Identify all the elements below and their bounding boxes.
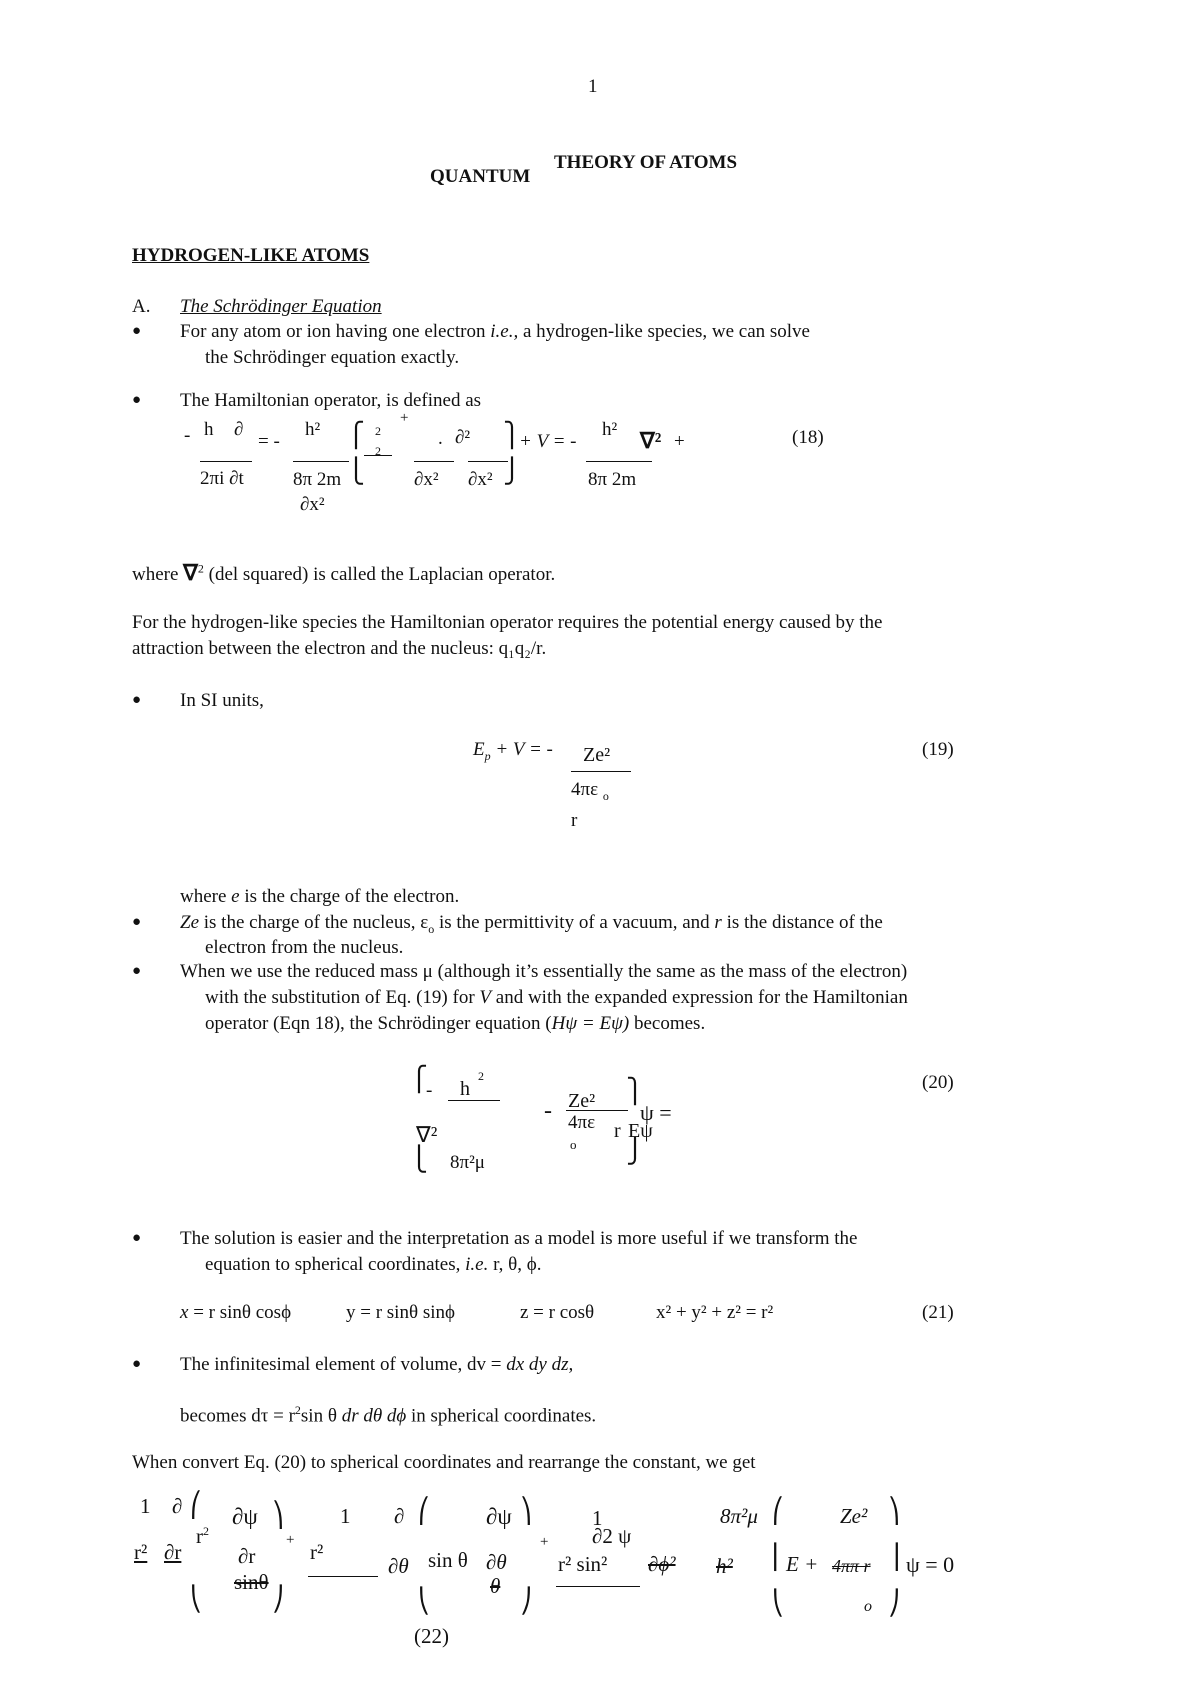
bullet-text: For any atom or ion having one electron i.e., a hydrogen-like species, we can solve — [180, 321, 810, 342]
bullet-icon: ● — [132, 392, 142, 408]
page-number: 1 — [588, 76, 598, 97]
bullet-icon: ● — [132, 692, 142, 708]
charge-sentence: where e is the charge of the electron. — [180, 886, 460, 907]
bullet-text: The solution is easier and the interpretation as a model is more useful if we transform the — [180, 1228, 858, 1249]
title-part-quantum: QUANTUM — [430, 166, 531, 187]
bullet-text: When we use the reduced mass μ (although it’s essentially the same as the mass of the electron) — [180, 961, 908, 982]
subsection-label: A. — [132, 296, 151, 317]
bullet-text-cont: the Schrödinger equation exactly. — [205, 347, 460, 368]
laplacian-sentence: where ∇$^2$ (del squared) is called the Laplacian operator. — [132, 560, 556, 585]
potential-paragraph-line2: attraction between the electron and the nucleus: q₁q₂/r. — [132, 638, 547, 659]
bullet-text: The Hamiltonian operator, is defined as — [180, 390, 482, 411]
equation-number: (21) — [922, 1302, 954, 1323]
section-heading: HYDROGEN-LIKE ATOMS — [132, 245, 370, 266]
subsection-title: The Schrödinger Equation — [180, 296, 382, 317]
equation-number: (20) — [922, 1072, 954, 1093]
bullet-text-cont: becomes $d\tau = r^2\sin$ θ dr dθ dϕ in spherical coordinates. — [180, 1403, 597, 1427]
bullet-text: The infinitesimal element of volume, dv = dx dy dz, — [180, 1354, 574, 1375]
bullet-icon: ● — [132, 1356, 142, 1372]
equation-number: (18) — [792, 427, 824, 448]
bullet-text-cont: electron from the nucleus. — [205, 937, 404, 958]
equation-number: (19) — [922, 739, 954, 760]
convert-sentence: When convert Eq. (20) to spherical coordinates and rearrange the constant, we get — [132, 1452, 756, 1473]
potential-paragraph-line1: For the hydrogen-like species the Hamiltonian operator requires the potential energy caused by the — [132, 612, 883, 633]
bullet-text-cont: operator (Eqn 18), the Schrödinger equation (Hψ = Eψ) becomes. — [205, 1013, 706, 1034]
equation-number: (22) — [414, 1624, 449, 1648]
title-part-theory: THEORY OF ATOMS — [554, 152, 738, 173]
bullet-text-cont: with the substitution of Eq. (19) for V and with the expanded expression for the Hamiltonian — [205, 987, 908, 1008]
bullet-text: In SI units, — [180, 690, 264, 711]
bullet-text-cont: equation to spherical coordinates, i.e. r, θ, ϕ. — [205, 1254, 542, 1275]
bullet-icon: ● — [132, 323, 142, 339]
bullet-icon: ● — [132, 963, 142, 979]
bullet-icon: ● — [132, 914, 142, 930]
bullet-icon: ● — [132, 1230, 142, 1246]
bullet-text: Ze is the charge of the nucleus, $\varepsilon_o$ is the permittivity of a vacuum, and r is the distance of the — [180, 912, 883, 936]
